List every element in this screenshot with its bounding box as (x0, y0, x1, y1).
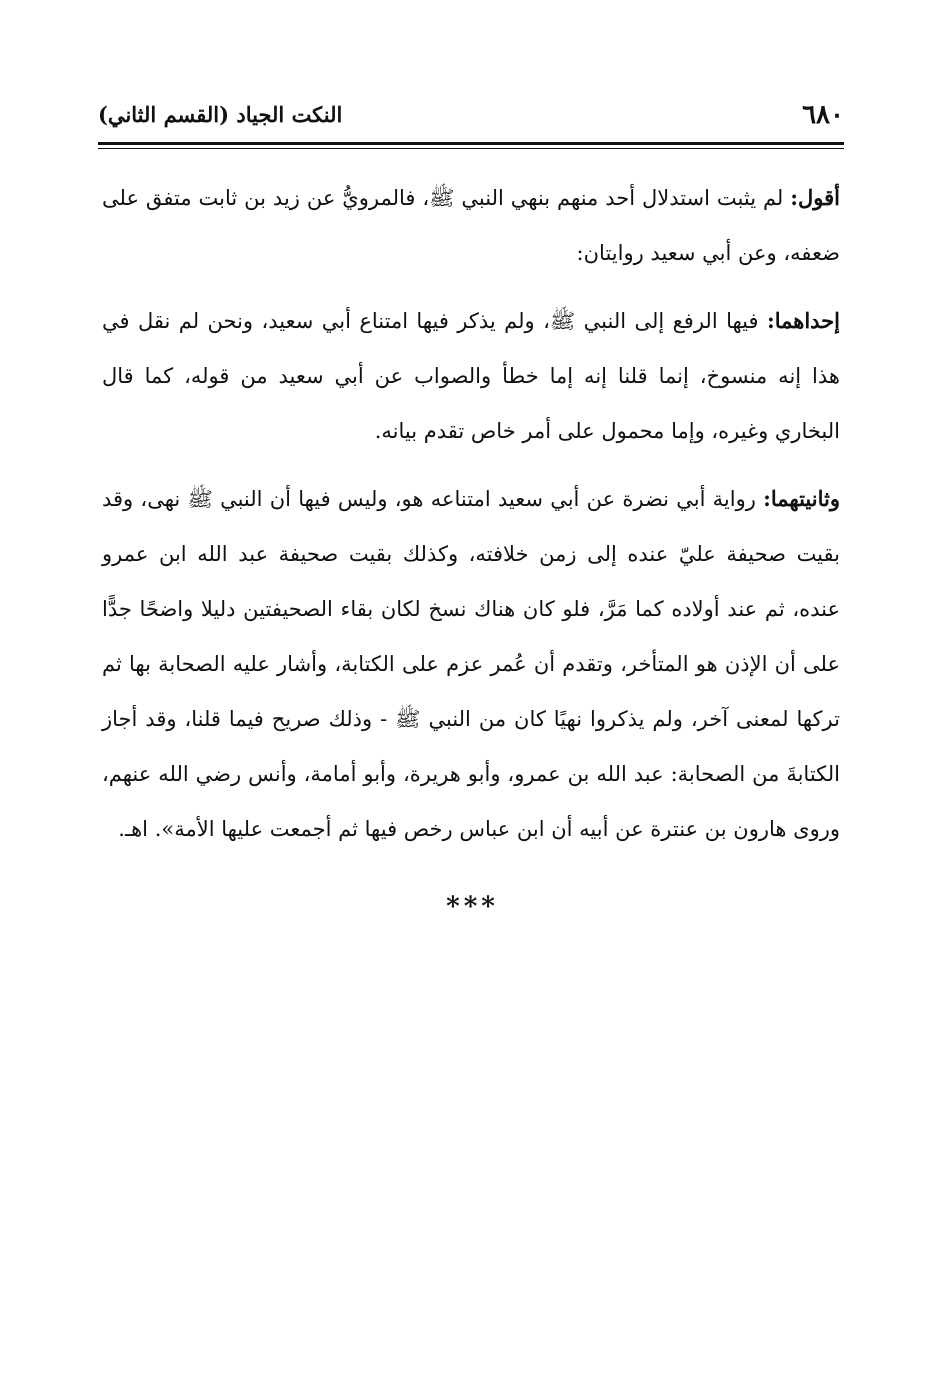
page-number: ٦٨٠ (802, 100, 844, 130)
paragraph-lead: أقول: (790, 185, 840, 210)
header-rule-thin (98, 148, 844, 149)
section-separator: *** (446, 892, 499, 922)
paragraph-lead: إحداهما: (766, 308, 840, 333)
paragraph-text: رواية أبي نضرة عن أبي سعيد امتناعه هو، وليس فيها أن النبي ﷺ نهى، وقد بقيت صحيفة عليّ عنده إلى زمن خلافته، وكذلك بقيت صحيفة عبد الله ابن عمرو عنده، ثم عند أولاده كما مَرَّ، فلو كان هناك نسخ لكان بقاء الصحيفتين دليلا واضحًا جدًّا على أن الإذن هو المتأخر، وتقدم أن عُمر عزم على الكتابة، وأشار عليه الصحابة بها ثم تركها لمعنى آخر، ولم يذكروا نهيًا كان من النبي ﷺ - وذلك صريح فيما قلنا، وقد أجاز الكتابةَ من الصحابة: عبد الله بن عمرو، وأبو هريرة، وأبو أمامة، وأنس رضي الله عنهم، وروى هارون بن عنترة عن أبيه أن ابن عباس رخص فيها ثم أجمعت عليها الأمة». اهـ. (102, 487, 840, 841)
paragraph-2 (102, 293, 840, 459)
paragraph-lead: وثانيتهما: (763, 486, 840, 511)
page-header (98, 96, 844, 136)
paragraph-3 (102, 471, 840, 857)
header-rule-thick (98, 142, 844, 145)
paragraph-text: لم يثبت استدلال أحد منهم بنهي النبي ﷺ، فالمرويُّ عن زيد بن ثابت متفق على ضعفه، وعن أبي سعيد روايتان: (102, 186, 840, 265)
body-text (102, 170, 840, 869)
paragraph-text: فيها الرفع إلى النبي ﷺ، ولم يذكر فيها امتناع أبي سعيد، ونحن لم نقل في هذا إنه منسوخ، إنما قلنا إنه إما خطأ والصواب عن أبي سعيد من قوله، كما قال البخاري وغيره، وإما محمول على أمر خاص تقدم بيانه. (102, 309, 840, 443)
paragraph-1 (102, 170, 840, 281)
running-title: النكت الجياد (القسم الثاني) (98, 102, 343, 127)
